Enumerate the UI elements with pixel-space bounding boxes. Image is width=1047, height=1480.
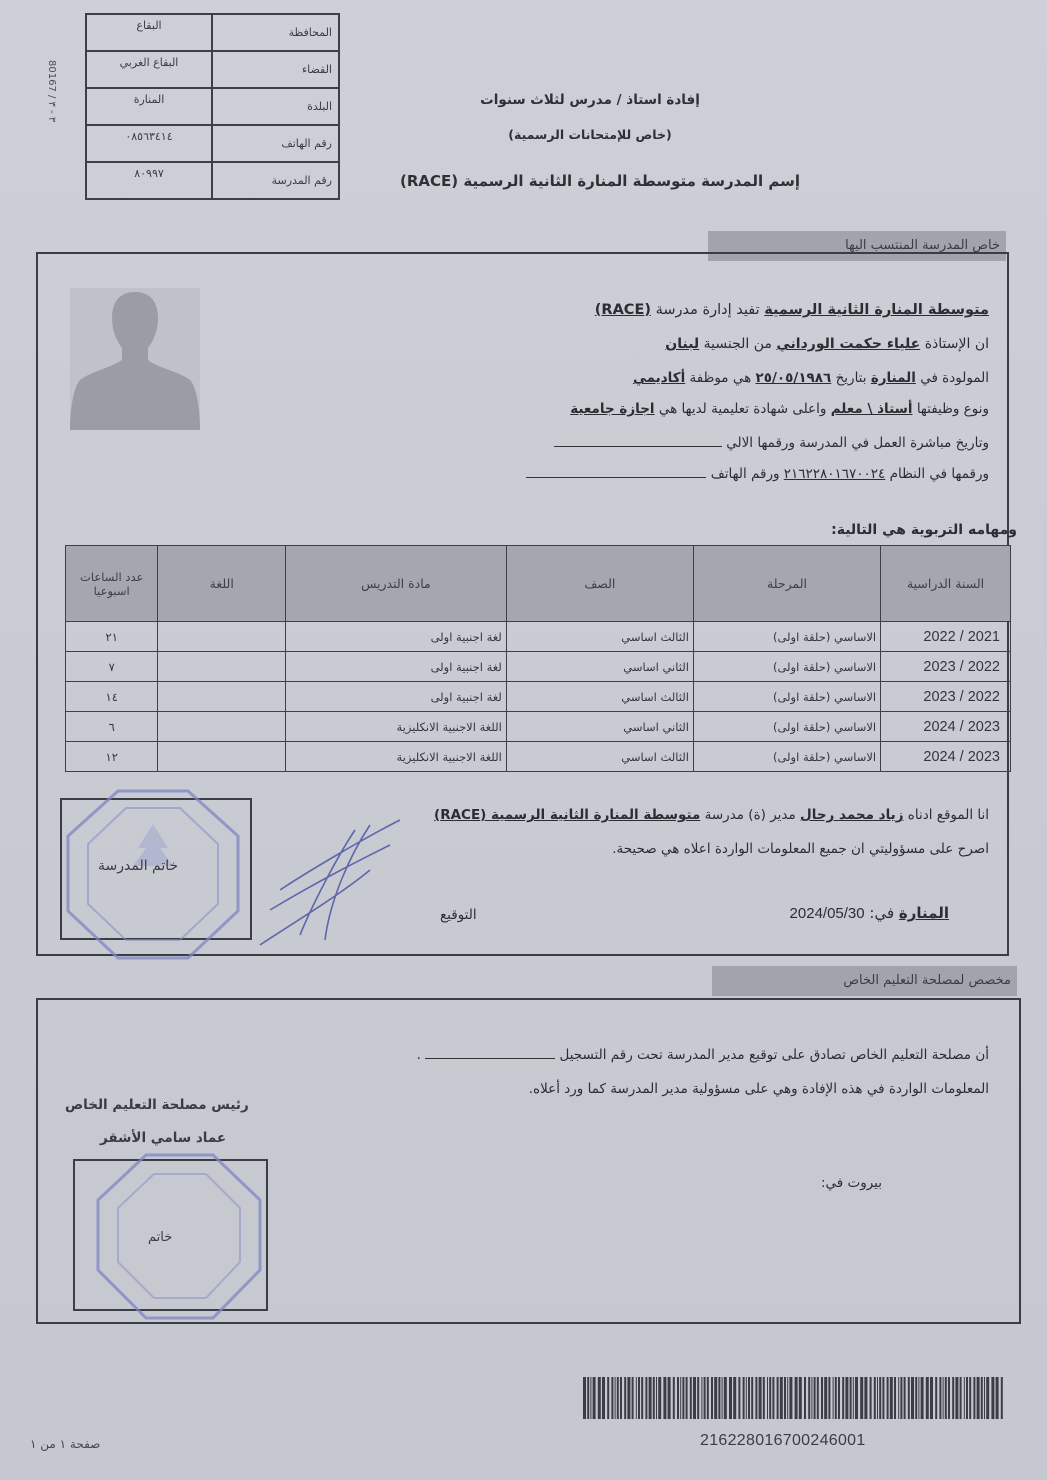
barcode-bar: [824, 1377, 827, 1419]
reference-code: 80167 / ٣ - ٣: [46, 60, 57, 123]
barcode-bar: [693, 1377, 696, 1419]
body-text: ان الإستاذة: [924, 336, 989, 352]
barcode-bar: [850, 1377, 852, 1419]
barcode-bar: [583, 1377, 586, 1419]
info-value: ٨٠٩٩٧: [86, 162, 212, 199]
barcode-bar: [900, 1377, 902, 1419]
body-text: من الجنسية: [703, 336, 772, 352]
barcode-bar: [645, 1377, 647, 1419]
col-header-grade: الصف: [506, 546, 693, 622]
barcode-bar: [874, 1377, 876, 1419]
job-type: أستاذ \ معلم: [830, 401, 913, 417]
barcode-bar: [926, 1377, 929, 1419]
info-label: القضاء: [212, 51, 339, 88]
barcode-bar: [718, 1377, 720, 1419]
barcode-bar: [981, 1377, 983, 1419]
barcode-bar: [690, 1377, 692, 1419]
barcode-bar: [707, 1377, 709, 1419]
degree: اجازة جامعية: [570, 401, 655, 417]
barcode-bar: [1001, 1377, 1003, 1419]
cell-year: 2023 / 2022: [881, 682, 1011, 712]
col-header-language: اللغة: [158, 546, 286, 622]
barcode-bar: [973, 1377, 975, 1419]
barcode-bar: [986, 1377, 989, 1419]
info-value: البقاع الغربي: [86, 51, 212, 88]
head-name: عماد سامي الأشقر: [100, 1130, 227, 1146]
body-text: واعلى شهادة تعليمية لديها هي: [658, 401, 827, 417]
declaration-line-1: [434, 807, 989, 823]
barcode-bar: [890, 1377, 893, 1419]
barcode-bar: [833, 1377, 834, 1419]
barcode-bar: [627, 1377, 630, 1419]
duties-header-row: [66, 546, 1011, 622]
barcode-bar: [960, 1377, 962, 1419]
cell-hours: ١٤: [66, 682, 158, 712]
barcode-bar: [772, 1377, 774, 1419]
barcode-bar: [838, 1377, 840, 1419]
cell-subject: اللغة الاجنبية الانكليزية: [286, 712, 507, 742]
page-indicator: صفحة ١ من ١: [30, 1437, 101, 1451]
barcode-bar: [759, 1377, 762, 1419]
cell-subject: لغة اجنبية اولى: [286, 652, 507, 682]
cell-language: [158, 682, 286, 712]
barcode-bar: [587, 1377, 589, 1419]
ministry-stamp-label: خاتم: [148, 1230, 173, 1245]
body-text: مدير (ة) مدرسة: [704, 807, 796, 823]
barcode-bar: [701, 1377, 702, 1419]
cell-hours: ٧: [66, 652, 158, 682]
col-header-hours: عدد الساعات اسبوعيا: [66, 546, 158, 622]
barcode-bar: [763, 1377, 765, 1419]
info-value: ٠٨٥٦٣٤١٤: [86, 125, 212, 162]
cell-hours: ١٢: [66, 742, 158, 772]
barcode-bar: [632, 1377, 634, 1419]
barcode-bar: [860, 1377, 863, 1419]
barcode-bar: [939, 1377, 941, 1419]
barcode-bar: [767, 1377, 768, 1419]
barcode-bar: [996, 1377, 999, 1419]
barcode-bar: [935, 1377, 937, 1419]
duties-title: ومهامه التربوية هي التالية:: [831, 522, 1017, 538]
cell-year: 2022 / 2021: [881, 622, 1011, 652]
barcode-bar: [814, 1377, 816, 1419]
barcode-bar: [620, 1377, 622, 1419]
cell-subject: لغة اجنبية اولى: [286, 682, 507, 712]
barcode-bar: [649, 1377, 652, 1419]
barcode-bar: [991, 1377, 994, 1419]
barcode-bar: [733, 1377, 736, 1419]
cell-hours: ٦: [66, 712, 158, 742]
employee-type: أكاديمي: [632, 370, 686, 386]
barcode: [583, 1377, 1003, 1419]
barcode-bar: [945, 1377, 947, 1419]
barcode-bar: [966, 1377, 968, 1419]
in-label: في:: [869, 904, 895, 922]
cell-stage: الاساسي (حلقة اولى): [693, 682, 880, 712]
body-text: ورقم الهاتف: [710, 466, 780, 482]
table-row: [66, 682, 1011, 712]
barcode-bar: [656, 1377, 657, 1419]
registration-number-blank: [425, 1046, 555, 1059]
barcode-bar: [624, 1377, 626, 1419]
cell-grade: الثاني اساسي: [506, 652, 693, 682]
barcode-bar: [817, 1377, 819, 1419]
info-label: المحافظة: [212, 14, 339, 51]
barcode-bar: [615, 1377, 616, 1419]
barcode-bar: [948, 1377, 950, 1419]
barcode-bar: [904, 1377, 906, 1419]
barcode-bar: [787, 1377, 788, 1419]
table-row: [66, 742, 1011, 772]
barcode-bar: [636, 1377, 637, 1419]
col-header-year: السنة الدراسية: [881, 546, 1011, 622]
body-text: المولودة في: [920, 370, 989, 386]
barcode-bar: [789, 1377, 792, 1419]
place-label: المنارة: [898, 904, 949, 922]
phone-blank: [526, 465, 706, 478]
declaration-school: متوسطة المنارة الثانية الرسمية (RACE): [434, 807, 701, 823]
barcode-bar: [714, 1377, 717, 1419]
cell-grade: الثاني اساسي: [506, 712, 693, 742]
table-row: [66, 712, 1011, 742]
barcode-bar: [722, 1377, 723, 1419]
cell-stage: الاساسي (حلقة اولى): [693, 742, 880, 772]
body-text: وتاريخ مباشرة العمل في المدرسة ورقمها الالي: [726, 435, 989, 451]
cell-stage: الاساسي (حلقة اولى): [693, 712, 880, 742]
section-heading-private-education: مخصص لمصلحة التعليم الخاص: [712, 966, 1017, 996]
barcode-bar: [598, 1377, 601, 1419]
barcode-bar: [784, 1377, 786, 1419]
barcode-bar: [842, 1377, 844, 1419]
barcode-bar: [977, 1377, 980, 1419]
info-label: رقم المدرسة: [212, 162, 339, 199]
barcode-bar: [808, 1377, 810, 1419]
body-text: تفيد إدارة مدرسة: [655, 302, 760, 318]
barcode-bar: [617, 1377, 619, 1419]
cell-subject: اللغة الاجنبية الانكليزية: [286, 742, 507, 772]
table-row: [66, 652, 1011, 682]
beirut-date-label: بيروت في:: [820, 1175, 882, 1191]
info-row: [86, 125, 339, 162]
teacher-name: علياء حكمت الورداني: [776, 336, 921, 352]
race-label: (RACE): [594, 302, 651, 318]
info-row: [86, 51, 339, 88]
barcode-bar: [894, 1377, 896, 1419]
barcode-bar: [593, 1377, 596, 1419]
barcode-bar: [911, 1377, 914, 1419]
nationality: لبنان: [665, 336, 700, 352]
birth-place: المنارة: [870, 370, 916, 386]
barcode-bar: [845, 1377, 848, 1419]
approval-line-1: [417, 1046, 989, 1063]
barcode-bar: [682, 1377, 684, 1419]
table-row: [66, 622, 1011, 652]
school-stamp-label: خاتم المدرسة: [98, 858, 179, 874]
barcode-bar: [877, 1377, 878, 1419]
info-label: البلدة: [212, 88, 339, 125]
declaration-line-2: اصرح على مسؤوليتي ان جميع المعلومات الواردة اعلاه هي صحيحة.: [612, 841, 989, 857]
barcode-bar: [668, 1377, 671, 1419]
info-value: البقاع: [86, 14, 212, 51]
barcode-bar: [828, 1377, 830, 1419]
barcode-bar: [590, 1377, 591, 1419]
person-silhouette-icon: [70, 288, 200, 430]
barcode-bar: [653, 1377, 655, 1419]
body-text: انا الموقع ادناه: [907, 807, 989, 823]
duties-table: [65, 545, 1011, 772]
cell-hours: ٢١: [66, 622, 158, 652]
school-name-line: إسم المدرسة متوسطة المنارة الثانية الرسمية (RACE): [400, 172, 800, 190]
school-seal-icon: [58, 786, 248, 966]
start-date-blank: [554, 434, 722, 447]
barcode-bar: [969, 1377, 971, 1419]
barcode-bar: [870, 1377, 872, 1419]
cell-stage: الاساسي (حلقة اولى): [693, 652, 880, 682]
cell-language: [158, 742, 286, 772]
school-name: متوسطة المنارة الثانية الرسمية: [764, 302, 989, 318]
cell-year: 2024 / 2023: [881, 742, 1011, 772]
cell-language: [158, 622, 286, 652]
barcode-bar: [704, 1377, 706, 1419]
cell-year: 2024 / 2023: [881, 712, 1011, 742]
cell-stage: الاساسي (حلقة اولى): [693, 622, 880, 652]
barcode-bar: [697, 1377, 699, 1419]
barcode-bar: [915, 1377, 917, 1419]
barcode-bar: [780, 1377, 783, 1419]
body-line-3: [633, 370, 989, 386]
barcode-bar: [751, 1377, 753, 1419]
info-value: المنارة: [86, 88, 212, 125]
approval-line-2: المعلومات الواردة في هذه الإفادة وهي على مسؤولية مدير المدرسة كما ورد أعلاه.: [528, 1081, 989, 1097]
barcode-bar: [743, 1377, 745, 1419]
system-number: ٢١٦٢٢٨٠١٦٧٠٠٢٤: [783, 466, 886, 482]
barcode-bar: [769, 1377, 771, 1419]
barcode-bar: [943, 1377, 944, 1419]
barcode-bar: [930, 1377, 933, 1419]
barcode-bar: [677, 1377, 679, 1419]
barcode-bar: [755, 1377, 757, 1419]
barcode-bar: [777, 1377, 779, 1419]
barcode-bar: [887, 1377, 889, 1419]
head-title: رئيس مصلحة التعليم الخاص: [65, 1097, 249, 1113]
signature-label: التوقيع: [440, 907, 477, 923]
cell-year: 2023 / 2022: [881, 652, 1011, 682]
barcode-bar: [898, 1377, 899, 1419]
barcode-bar: [663, 1377, 666, 1419]
barcode-bar: [821, 1377, 823, 1419]
barcode-bar: [853, 1377, 854, 1419]
barcode-bar: [984, 1377, 985, 1419]
director-signature: [250, 815, 410, 950]
director-name: زياد محمد رحال: [800, 807, 904, 823]
col-header-stage: المرحلة: [693, 546, 880, 622]
barcode-bar: [746, 1377, 747, 1419]
col-header-subject: مادة التدريس: [286, 546, 507, 622]
barcode-bar: [641, 1377, 643, 1419]
barcode-bar: [955, 1377, 958, 1419]
barcode-bar: [738, 1377, 740, 1419]
info-row: [86, 88, 339, 125]
barcode-bar: [729, 1377, 732, 1419]
barcode-number: 216228016700246001: [700, 1432, 866, 1449]
barcode-bar: [607, 1377, 609, 1419]
barcode-bar: [795, 1377, 798, 1419]
barcode-bar: [908, 1377, 910, 1419]
document-subtitle: (خاص للإمتحانات الرسمية): [508, 127, 672, 142]
barcode-bar: [882, 1377, 884, 1419]
barcode-bar: [799, 1377, 802, 1419]
body-line-6: [526, 465, 989, 482]
cell-language: [158, 652, 286, 682]
barcode-bar: [711, 1377, 713, 1419]
barcode-bar: [748, 1377, 750, 1419]
info-row: [86, 14, 339, 51]
barcode-bar: [804, 1377, 806, 1419]
ministry-seal-icon: [88, 1150, 268, 1325]
barcode-bar: [879, 1377, 881, 1419]
barcode-bar: [964, 1377, 965, 1419]
barcode-bar: [673, 1377, 675, 1419]
barcode-bar: [855, 1377, 858, 1419]
barcode-bar: [686, 1377, 688, 1419]
cell-grade: الثالث اساسي: [506, 742, 693, 772]
body-line-5: [554, 434, 989, 451]
body-line-4: [570, 401, 989, 417]
cell-grade: الثالث اساسي: [506, 682, 693, 712]
birth-date: ٢٥/٠٥/١٩٨٦: [755, 370, 832, 386]
barcode-bar: [952, 1377, 954, 1419]
section-heading-school: خاص المدرسة المنتسب اليها: [708, 231, 1006, 261]
barcode-bar: [724, 1377, 727, 1419]
barcode-bar: [602, 1377, 605, 1419]
barcode-bar: [918, 1377, 919, 1419]
body-text: بتاريخ: [835, 370, 867, 386]
body-text: هي موظفة: [689, 370, 752, 386]
document-title: إفادة استاذ / مدرس لثلاث سنوات: [480, 92, 700, 108]
barcode-bar: [658, 1377, 661, 1419]
barcode-bar: [835, 1377, 837, 1419]
barcode-bar: [680, 1377, 681, 1419]
body-text: ورقمها في النظام: [889, 466, 989, 482]
body-line-2: [665, 336, 989, 352]
photo-placeholder: [70, 288, 200, 430]
barcode-bar: [811, 1377, 812, 1419]
body-text: أن مصلحة التعليم الخاص تصادق على توقيع مدير المدرسة تحت رقم التسجيل: [559, 1047, 989, 1063]
body-text: ونوع وظيفتها: [916, 401, 989, 417]
info-label: رقم الهاتف: [212, 125, 339, 162]
cell-grade: الثالث اساسي: [506, 622, 693, 652]
cell-language: [158, 712, 286, 742]
barcode-bar: [638, 1377, 640, 1419]
barcode-bar: [864, 1377, 867, 1419]
declaration-date: 2024/05/30: [789, 905, 865, 922]
barcode-bar: [921, 1377, 924, 1419]
body-text: .: [416, 1047, 421, 1063]
body-line-1: [595, 302, 989, 318]
place-date-line: [790, 904, 949, 922]
cell-subject: لغة اجنبية اولى: [286, 622, 507, 652]
barcode-bar: [611, 1377, 613, 1419]
